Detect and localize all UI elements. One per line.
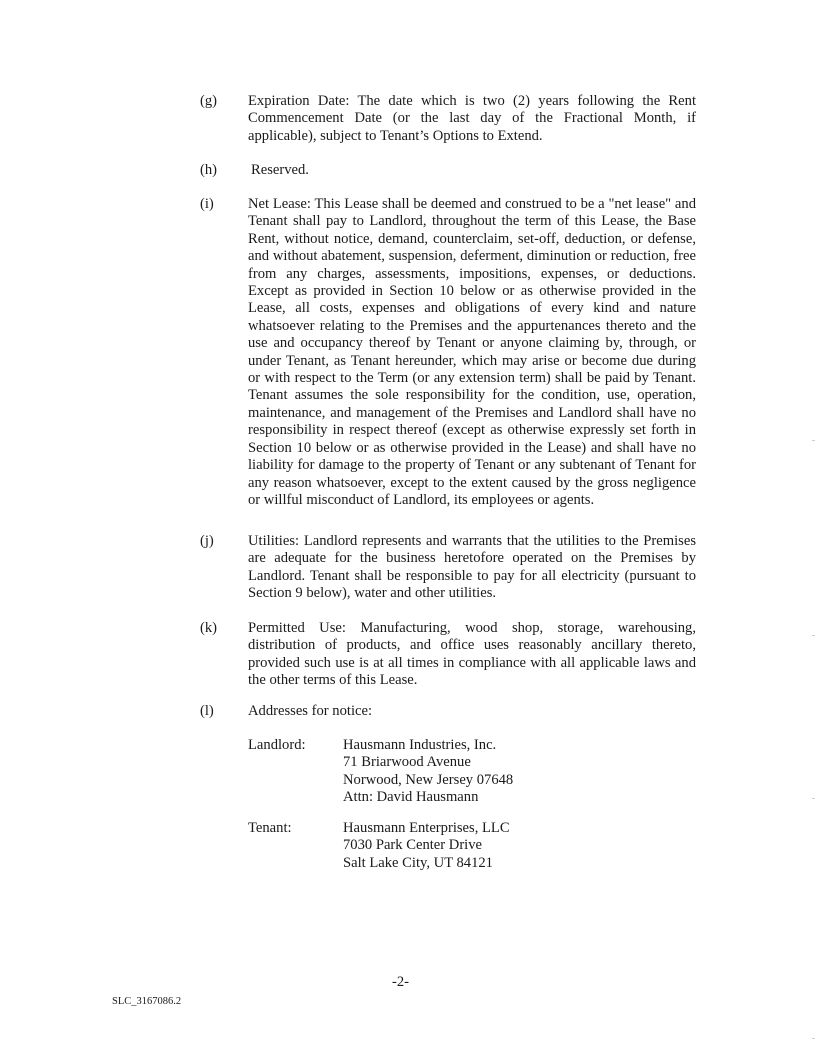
clause-letter: (h) — [200, 162, 218, 178]
clause-i — [200, 196, 696, 509]
address-line: Attn: David Hausmann — [343, 789, 479, 806]
tenant-address — [343, 820, 603, 872]
clause-g — [200, 93, 696, 145]
clause-text: Permitted Use: Manufacturing, wood shop, storage, warehousing, distribution of products, and office uses reasonably ancillary thereto, provided such use is at all times in compliance with all applicable laws and the other terms of this Lease. — [248, 620, 696, 689]
address-line: Hausmann Industries, Inc. — [343, 737, 497, 753]
clause-l — [200, 703, 696, 720]
page-number: -2- — [392, 974, 410, 990]
address-line: Hausmann Enterprises, LLC — [343, 820, 510, 836]
address-line: 71 Briarwood Avenue — [343, 754, 471, 771]
clause-letter: (g) — [200, 93, 218, 109]
document-id: SLC_3167086.2 — [112, 996, 182, 1007]
clause-h — [200, 162, 696, 179]
clause-text: Utilities: Landlord represents and warrants that the utilities to the Premises are adequate for the business heretofore operated on the Premises by Landlord. Tenant shall be responsible to pay for all electricity (pursuant to Section 9 below), water and other utilities. — [248, 533, 696, 602]
landlord-label: Landlord: — [248, 737, 306, 753]
clause-letter: (k) — [200, 620, 218, 636]
clause-text: Expiration Date: The date which is two (2) years following the Rent Commencement Date (or the last day of the Fractional Month, if applicable), subject to Tenant’s Options to Extend. — [248, 93, 696, 144]
address-line: Salt Lake City, UT 84121 — [343, 854, 493, 871]
clause-text: Reserved. — [251, 162, 309, 178]
scan-artifact — [812, 1038, 815, 1039]
clause-text: Net Lease: This Lease shall be deemed and construed to be a "net lease" and Tenant shall pay to Landlord, throughout the term of this Lease, the Base Rent, without notice, demand, counterclaim, set-off, deduction, or defense, and without abatement, suspension, deferment, diminution or reduction, free from any charges, assessments, impositions, expenses, or deductions. Except as provided in Section 10 below or as otherwise provided in the Lease, all costs, expenses and obligations of every kind and nature whatsoever relating to the Premises and the appurtenances thereto and the use and occupancy thereof by Tenant or anyone claiming by, through, or under Tenant, as Tenant hereunder, which may arise or become due during or with respect to the Term (or any extension term) shall be paid by Tenant. Tenant assumes the sole responsibility for the condition, use, operation, maintenance, and management of the Premises and Landlord shall have no responsibility in respect thereof (except as otherwise expressly set forth in Section 10 below or as otherwise provided in the Lease) and shall have no liability for damage to the property of Tenant or any subtenant of Tenant for any reason whatsoever, except to the extent caused by the gross negligence or willful misconduct of Landlord, its employees or agents. — [248, 196, 696, 508]
clause-text: Addresses for notice: — [248, 703, 373, 719]
clause-letter: (j) — [200, 533, 214, 549]
clause-j — [200, 533, 696, 603]
scan-artifact — [812, 440, 815, 441]
scan-artifact — [812, 635, 815, 636]
clause-letter: (i) — [200, 196, 214, 212]
address-line: Norwood, New Jersey 07648 — [343, 771, 514, 788]
clause-letter: (l) — [200, 703, 214, 719]
scan-artifact — [812, 798, 815, 799]
landlord-address — [343, 737, 603, 807]
tenant-label: Tenant: — [248, 820, 292, 836]
address-line: 7030 Park Center Drive — [343, 837, 483, 854]
clause-k — [200, 620, 696, 690]
